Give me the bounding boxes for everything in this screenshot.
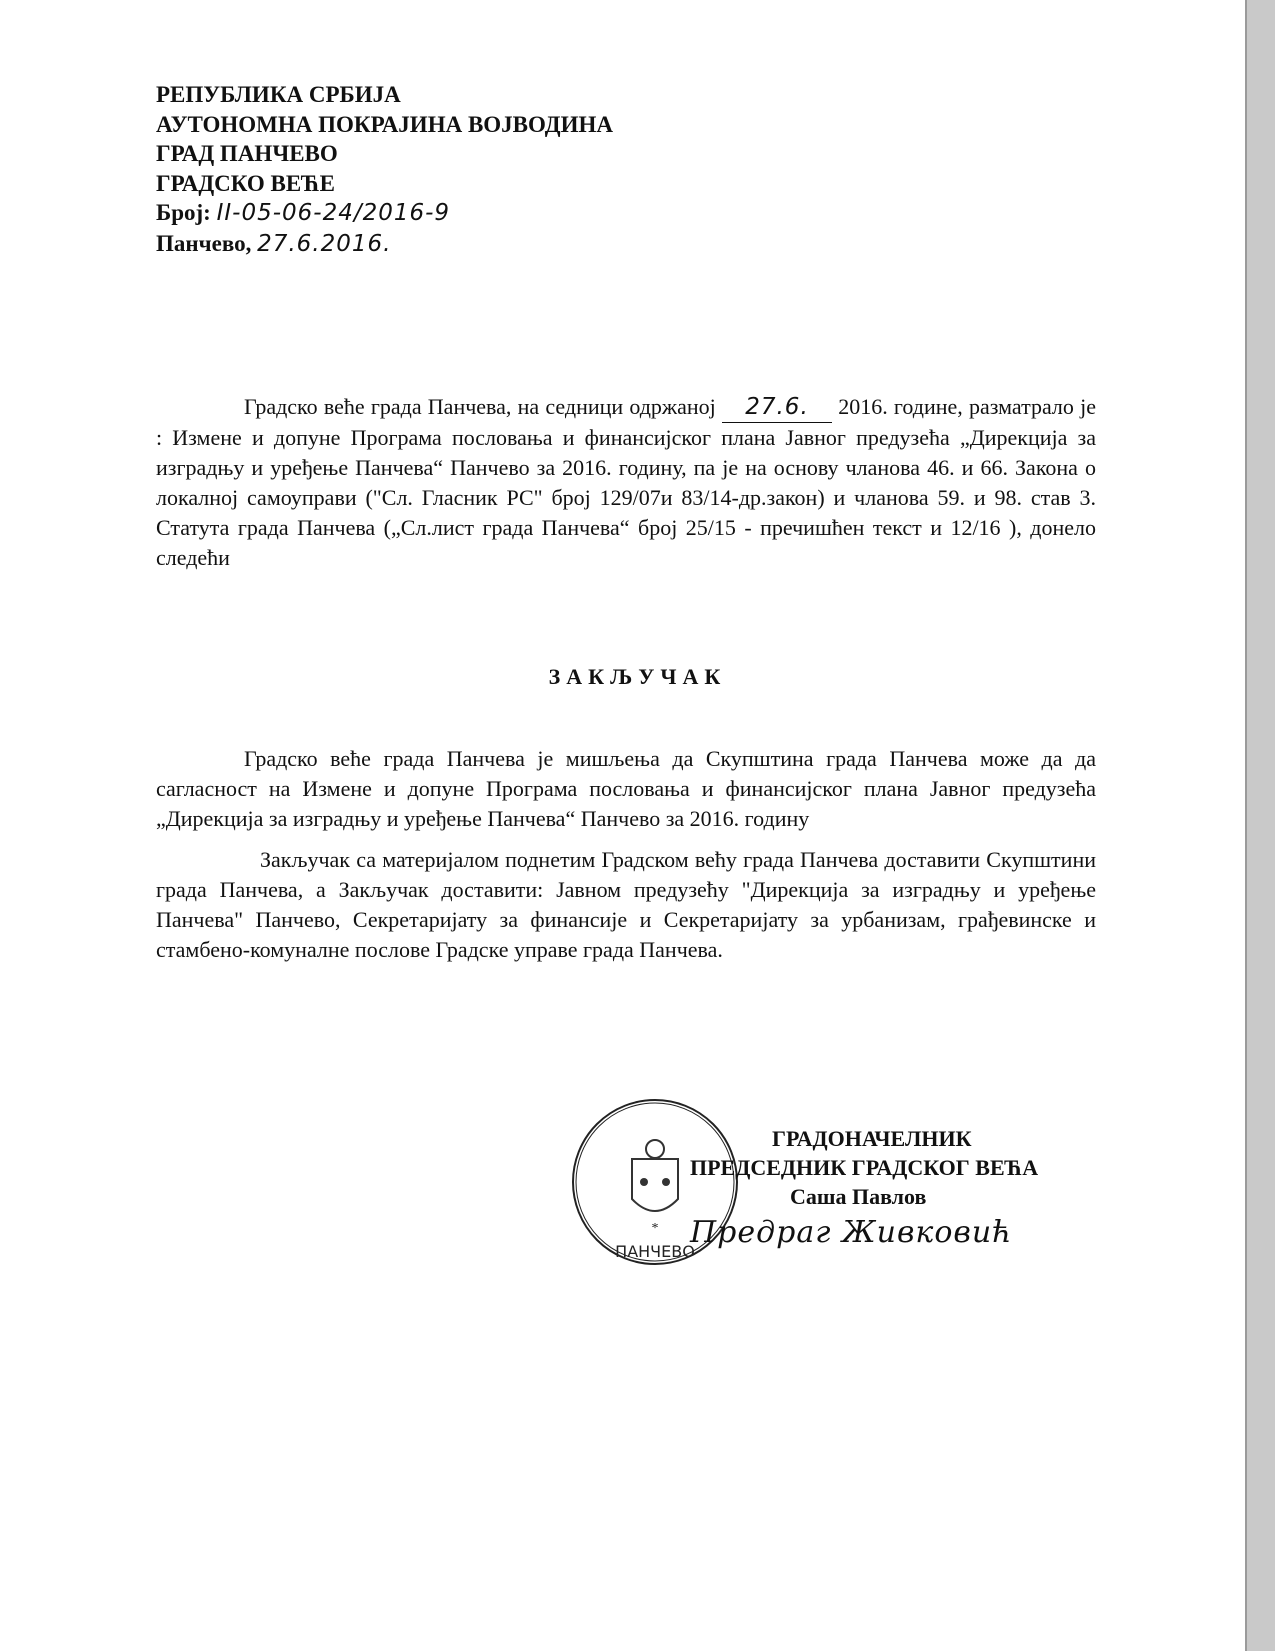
header-line: ГРАД ПАНЧЕВО — [156, 141, 338, 166]
delivery-text: Закључак са материјалом поднетим Градском већу града Панчева доставити Скупштини града Панчева, а Закључак доставити: Јавном предузећу "Дирекција за изградњу и уређење Панчева" Панчево, Секретаријату за финансије и Секретаријату за урбанизам, грађевинске и стамбено-комуналне послове Градске управе града Панчева. — [156, 847, 1096, 962]
intro-paragraph — [156, 392, 1096, 573]
place-label: Панчево, — [156, 230, 252, 256]
delivery-paragraph — [156, 845, 1096, 965]
conclusion-text: Градско веће града Панчева је мишљења да Скупштина града Панчева може да да сагласност на Измене и допуне Програма пословања и финансијског плана Јавног предузећа „Дирекција за изградњу и уређење Панчева“ Панчево за 2016. годину — [156, 746, 1096, 831]
date-value: 27.6.2016. — [257, 230, 392, 257]
conclusion-paragraph — [156, 744, 1096, 834]
number-value: II-05-06-24/2016-9 — [216, 200, 451, 226]
svg-text:*: * — [651, 1221, 659, 1236]
signatory-name: Саша Павлов — [790, 1184, 927, 1209]
document-number — [156, 198, 613, 229]
document-place-date — [156, 229, 613, 260]
header-line: АУТОНОМНА ПОКРАЈИНА ВОЈВОДИНА — [156, 111, 613, 137]
handwritten-signature: Предраг Живковић — [690, 1215, 1013, 1250]
document-header — [156, 80, 613, 259]
intro-text: Градско веће града Панчева, на седници одржаној — [244, 394, 722, 419]
document-title: ЗАКЉУЧАК — [548, 664, 727, 689]
seal-bottom-text: ПАНЧЕВО — [615, 1242, 695, 1261]
signature-block — [690, 1124, 1038, 1211]
header-line: ГРАДСКО ВЕЋЕ — [156, 170, 335, 196]
scan-border — [1247, 0, 1275, 1651]
number-label: Број: — [156, 200, 211, 225]
signatory-role: ПРЕДСЕДНИК ГРАДСКОГ ВЕЋА — [690, 1155, 1039, 1180]
handwritten-date: 27.6. — [722, 392, 832, 423]
signatory-title: ГРАДОНАЧЕЛНИК — [772, 1126, 972, 1151]
header-line: РЕПУБЛИКА СРБИЈА — [156, 82, 401, 107]
intro-text: 2016. године, разматрало је : Измене и допуне Програма пословања и финансијског плана Јавног предузећа „Дирекција за изградњу и уређење Панчева“ Панчево за 2016. годину, па је на основу чланова 46. и 66. Закона о локалној самоуправи ("Сл. Гласник РС" број 129/07и 83/14-др.закон) и чланова 59. и 98. став 3. Статута града Панчева („Сл.лист града Панчева“ број 25/15 - пречишћен текст и 12/16 ), донело следећи — [156, 394, 1096, 570]
